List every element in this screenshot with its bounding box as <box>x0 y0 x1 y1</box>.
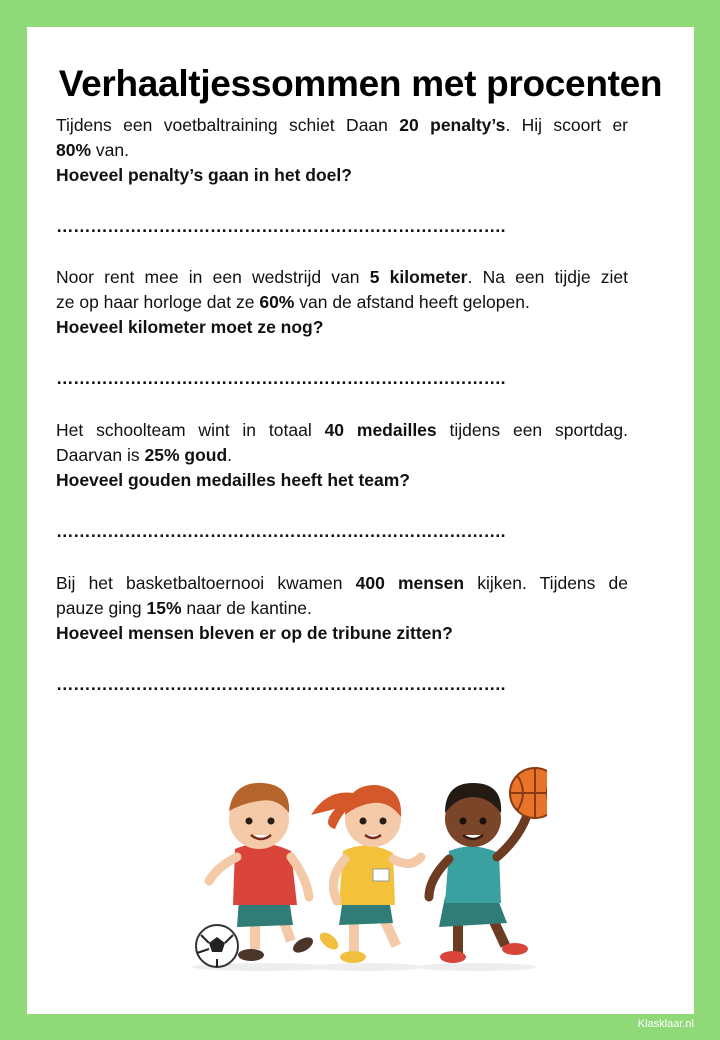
question-3-line-1: Het schoolteam wint in totaal 40 medailles tijdens een sportdag. <box>56 420 628 440</box>
question-4 <box>56 571 628 646</box>
question-1-line-2: 80% van. <box>56 140 129 160</box>
page-title: Verhaaltjessommen met procenten <box>58 63 663 104</box>
question-1 <box>56 113 628 188</box>
children-playing-sports-illustration <box>167 739 547 979</box>
question-1-ask: Hoeveel penalty’s gaan in het doel? <box>56 165 352 185</box>
question-4-ask: Hoeveel mensen bleven er op de tribune zitten? <box>56 623 453 643</box>
soccer-ball <box>196 925 238 967</box>
answer-line-2[interactable]: ……………………………………………………………………. <box>56 368 506 388</box>
worksheet <box>27 27 694 1014</box>
footer-credit: Klasklaar.nl <box>637 1018 694 1030</box>
question-3-line-2: Daarvan is 25% goud. <box>56 445 233 465</box>
question-4-line-1: Bij het basketbaltoernooi kwamen 400 mensen kijken. Tijdens de <box>56 573 628 593</box>
question-2 <box>56 265 628 340</box>
question-3 <box>56 418 628 493</box>
question-3-ask: Hoeveel gouden medailles heeft het team? <box>56 470 410 490</box>
answer-line-3[interactable]: ……………………………………………………………………. <box>56 521 506 541</box>
question-1-line-1: Tijdens een voetbaltraining schiet Daan 20 penalty’s. Hij scoort er <box>56 115 629 135</box>
answer-line-4[interactable]: ……………………………………………………………………. <box>56 674 506 694</box>
answer-line-1[interactable]: ……………………………………………………………………. <box>56 216 506 236</box>
question-2-line-1: Noor rent mee in een wedstrijd van 5 kilometer. Na een tijdje ziet <box>56 267 629 287</box>
question-4-line-2: pauze ging 15% naar de kantine. <box>56 598 312 618</box>
question-2-ask: Hoeveel kilometer moet ze nog? <box>56 317 324 337</box>
question-2-line-2: ze op haar horloge dat ze 60% van de afstand heeft gelopen. <box>56 292 530 312</box>
girl-running-figure <box>311 785 421 963</box>
basketball <box>510 768 547 818</box>
